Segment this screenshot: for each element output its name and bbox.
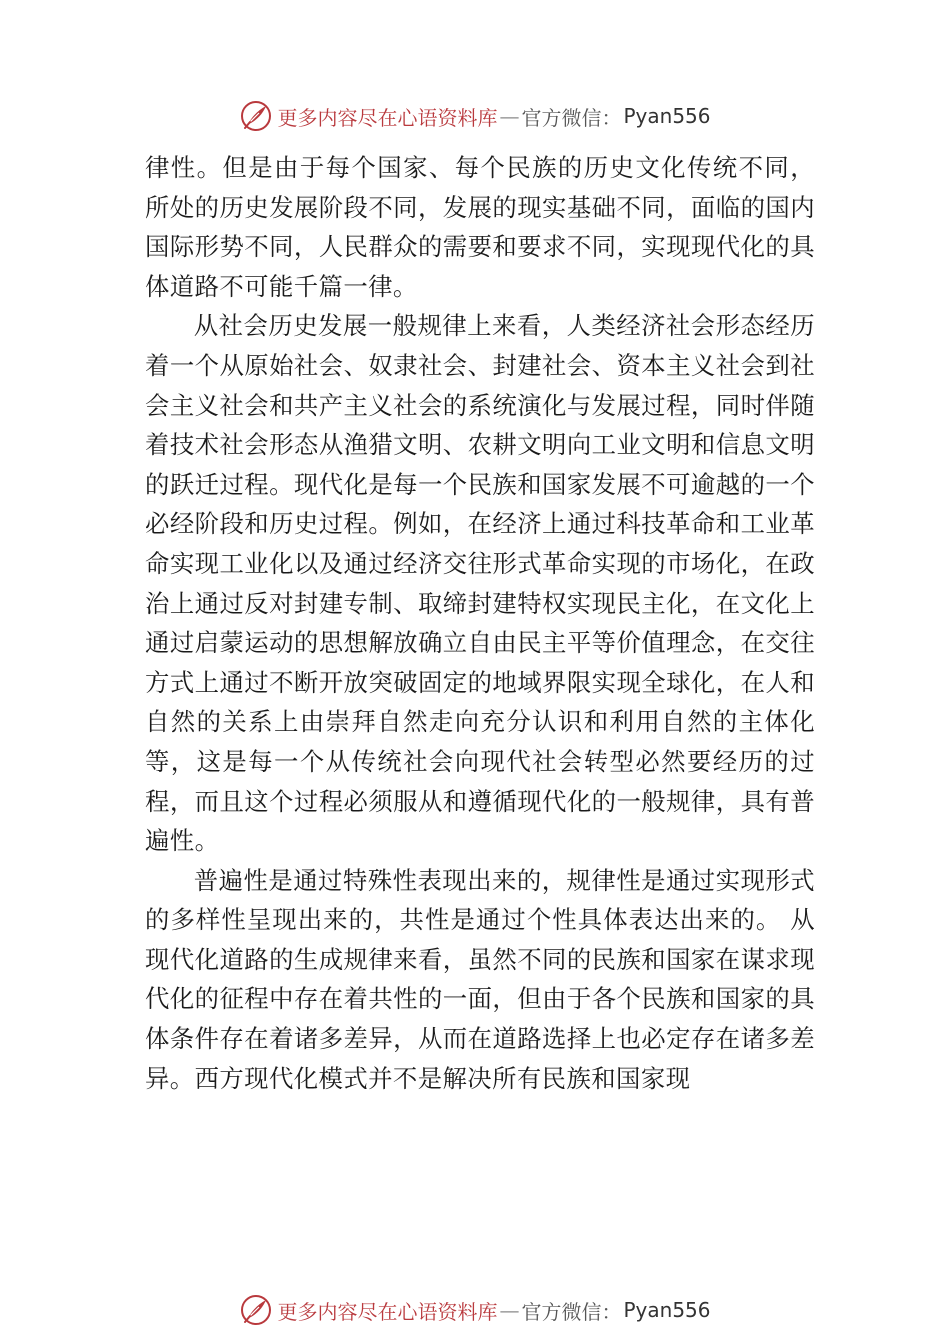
watermark-brand: 更多内容尽在心语资料库 [277,1299,498,1324]
quill-logo-icon [239,1293,273,1327]
watermark-separator: — [499,1298,520,1322]
paragraph-3: 普遍性是通过特殊性表现出来的，规律性是通过实现形式的多样性呈现出来的，共性是通过个性具体表达出来的。 从现代化道路的生成规律来看，虽然不同的民族和国家在谋求现代化的征程中存在着共性的一面，但由于各个民族和国家的具体条件存在着诸多差异，从而在道路选择上也必定存在诸多差异。西方现代化模式并不是解决所有民族和国家现 [145,865,815,1093]
watermark-wechat-id: Pyan556 [623,1298,711,1322]
watermark-brand: 更多内容尽在心语资料库 [277,105,498,130]
watermark-wechat-id: Pyan556 [623,104,711,128]
watermark-separator: — [499,104,520,128]
header-watermark [0,96,950,136]
document-body [145,148,815,1098]
paragraph-2: 从社会历史发展一般规律上来看，人类经济社会形态经历着一个从原始社会、奴隶社会、封建社会、资本主义社会到社会主义社会和共产主义社会的系统演化与发展过程，同时伴随着技术社会形态从渔猎文明、农耕文明向工业文明和信息文明的跃迁过程。现代化是每一个民族和国家发展不可逾越的一个必经阶段和历史过程。例如，在经济上通过科技革命和工业革命实现工业化以及通过经济交往形式革命实现的市场化，在政治上通过反对封建专制、取缔封建特权实现民主化，在文化上通过启蒙运动的思想解放确立自由民主平等价值理念，在交往方式上通过不断开放突破固定的地域界限实现全球化，在人和自然的关系上由崇拜自然走向充分认识和利用自然的主体化等，这是每一个从传统社会向现代社会转型必然要经历的过程，而且这个过程必须服从和遵循现代化的一般规律，具有普遍性。 [145,311,815,856]
watermark-wechat-label: 官方微信： [521,105,622,130]
quill-logo-icon [239,99,273,133]
watermark-wechat-label: 官方微信： [521,1299,622,1324]
paragraph-1: 律性。但是由于每个国家、每个民族的历史文化传统不同， 所处的历史发展阶段不同，发展的现实基础不同，面临的国内国际形势不同，人民群众的需要和要求不同，实现现代化的具体道路不可能千篇一律。 [145,153,815,301]
footer-watermark [0,1290,950,1330]
